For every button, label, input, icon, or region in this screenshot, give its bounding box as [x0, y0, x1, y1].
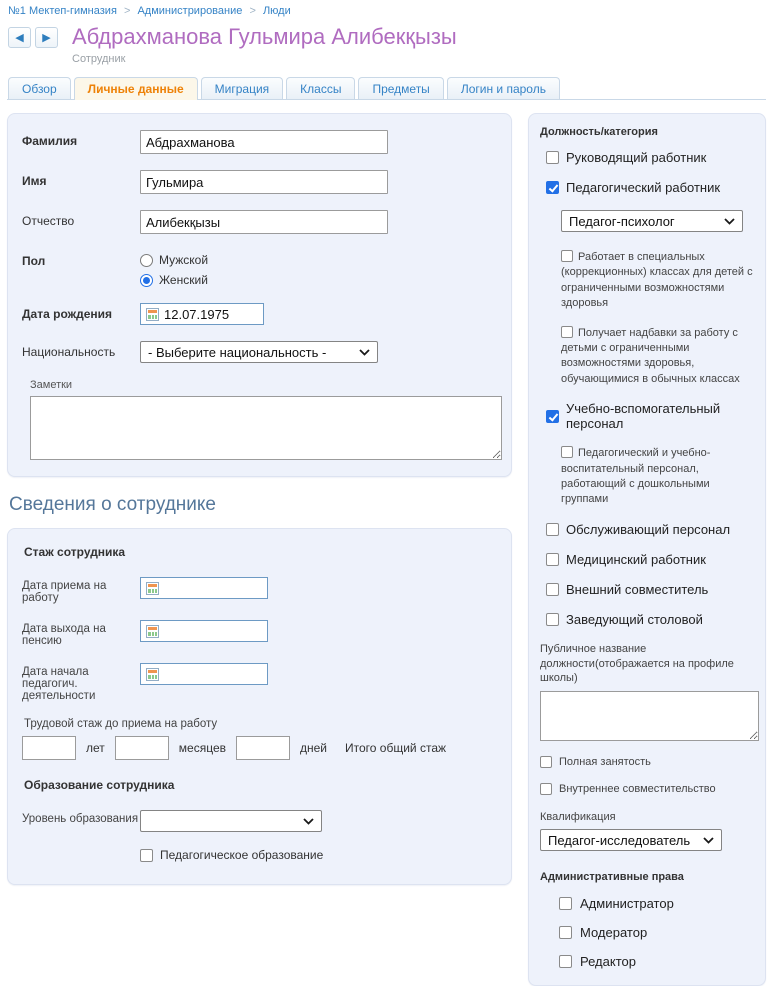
gender-female-option[interactable]: [140, 273, 208, 287]
calendar-icon[interactable]: [146, 668, 159, 681]
birthdate-value: 12.07.1975: [164, 306, 230, 322]
public-position-title-textarea[interactable]: [540, 691, 759, 741]
checkbox[interactable]: [546, 553, 559, 566]
checkbox[interactable]: [561, 250, 573, 262]
nationality-selected-value: - Выберите национальность -: [148, 344, 327, 360]
gender-label: Пол: [22, 254, 46, 268]
years-unit-label: лет: [86, 741, 105, 755]
education-level-label: Уровень образования: [22, 813, 139, 825]
experience-title: Стаж сотрудника: [24, 545, 126, 559]
support-staff-label: Учебно-вспомогательный персонал: [566, 401, 721, 432]
internal-part-time-checkbox[interactable]: [540, 783, 755, 795]
employee-info-panel: [7, 528, 512, 885]
notes-textarea[interactable]: [30, 396, 502, 460]
qualification-label: Квалификация: [540, 811, 616, 824]
experience-years-input[interactable]: [22, 736, 76, 760]
prior-experience-label: Трудовой стаж до приема на работу: [24, 718, 218, 730]
breadcrumb-people-link[interactable]: Люди: [262, 5, 291, 17]
support-staff-checkbox[interactable]: [546, 401, 755, 431]
lastname-input[interactable]: [140, 130, 388, 154]
pedagogical-education-checkbox[interactable]: [140, 848, 495, 862]
checkbox[interactable]: [559, 926, 572, 939]
pedagogical-staff-checkbox[interactable]: [546, 180, 755, 195]
previous-person-button[interactable]: [8, 27, 31, 48]
tab-overview[interactable]: Обзор: [8, 77, 71, 99]
canteen-manager-label: Заведующий столовой: [566, 611, 703, 627]
firstname-label: Имя: [22, 174, 47, 188]
checkbox[interactable]: [559, 955, 572, 968]
checkbox[interactable]: [540, 783, 552, 795]
lastname-label: Фамилия: [22, 134, 78, 148]
chevron-down-icon: [724, 218, 735, 225]
moderator-checkbox[interactable]: [559, 925, 755, 940]
breadcrumb-school-link[interactable]: №1 Мектеп-гимназия: [8, 5, 117, 17]
radio-male[interactable]: [140, 254, 153, 267]
checkbox[interactable]: [140, 849, 153, 862]
prior-experience-row: [22, 736, 495, 760]
internal-part-time-label: Внутреннее совместительство: [559, 783, 716, 796]
external-part-timer-label: Внешний совместитель: [566, 581, 709, 597]
service-staff-label: Обслуживающий персонал: [566, 521, 731, 537]
hire-date-label: Дата приема на работу: [22, 580, 107, 604]
admin-rights-title: Административные права: [540, 871, 684, 884]
education-level-select[interactable]: [140, 810, 322, 832]
position-category-panel: [528, 113, 766, 986]
pedagogical-start-date-label: Дата начала педагогич. деятельности: [22, 666, 96, 702]
preschool-staff-label: Педагогический и учебно-воспитательный персонал, работающий с дошкольными группами: [561, 447, 711, 506]
experience-days-input[interactable]: [236, 736, 290, 760]
birthdate-label: Дата рождения: [22, 307, 113, 321]
next-person-button[interactable]: [35, 27, 58, 48]
title-bar: [0, 17, 773, 65]
checkbox[interactable]: [540, 756, 552, 768]
position-category-title: Должность/категория: [540, 126, 658, 138]
tab-subjects[interactable]: Предметы: [358, 77, 443, 99]
managerial-staff-checkbox[interactable]: [546, 150, 755, 165]
role-subtitle: Сотрудник: [72, 53, 126, 65]
special-classes-label: Работает в специальных (коррекционных) классах для детей с ограниченными возможностями здоровья: [561, 251, 753, 310]
editor-checkbox[interactable]: [559, 954, 755, 969]
editor-label: Редактор: [580, 954, 636, 970]
radio-female[interactable]: [140, 274, 153, 287]
middlename-label: Отчество: [22, 214, 75, 228]
notes-label: Заметки: [30, 379, 73, 391]
nationality-select[interactable]: [140, 341, 378, 363]
medical-staff-label: Медицинский работник: [566, 551, 706, 567]
page-title: Абдрахманова Гульмира Алибекқызы: [72, 24, 457, 49]
nationality-label: Национальность: [22, 345, 116, 359]
tab-bar: [7, 77, 766, 100]
months-unit-label: месяцев: [178, 741, 226, 755]
pedagogical-start-date-input[interactable]: [140, 663, 268, 685]
breadcrumb: [0, 0, 773, 17]
retirement-date-label: Дата выхода на пенсию: [22, 623, 106, 647]
qualification-selected-value: Педагог-исследователь: [548, 832, 691, 848]
qualification-select[interactable]: [540, 829, 722, 851]
administrator-checkbox[interactable]: [559, 896, 755, 911]
gender-male-option[interactable]: [140, 253, 208, 267]
full-time-label: Полная занятость: [559, 756, 651, 769]
administrator-label: Администратор: [580, 896, 674, 912]
breadcrumb-separator: >: [123, 5, 131, 17]
checkbox[interactable]: [546, 583, 559, 596]
gender-radio-group: [140, 250, 208, 287]
tab-login-password[interactable]: Логин и пароль: [447, 77, 560, 99]
education-title: Образование сотрудника: [24, 778, 175, 792]
calendar-icon[interactable]: [146, 582, 159, 595]
allowance-checkbox[interactable]: [561, 326, 755, 388]
experience-months-input[interactable]: [115, 736, 169, 760]
checkbox[interactable]: [546, 181, 559, 194]
days-unit-label: дней: [300, 741, 328, 755]
employee-info-heading: Сведения о сотруднике: [9, 494, 216, 515]
checkbox[interactable]: [561, 326, 573, 338]
middlename-input[interactable]: [140, 210, 388, 234]
arrow-right-icon: ▶: [42, 32, 51, 44]
checkbox[interactable]: [546, 410, 559, 423]
gender-female-label: Женский: [159, 273, 208, 287]
tab-personal-data[interactable]: Личные данные: [74, 77, 198, 100]
checkbox[interactable]: [546, 523, 559, 536]
calendar-icon[interactable]: [146, 308, 159, 321]
medical-staff-checkbox[interactable]: [546, 552, 755, 567]
pedagogical-role-selected-value: Педагог-психолог: [569, 213, 675, 229]
hire-date-input[interactable]: [140, 577, 268, 599]
canteen-manager-checkbox[interactable]: [546, 612, 755, 627]
tab-classes[interactable]: Классы: [286, 77, 355, 99]
pedagogical-education-label: Педагогическое образование: [160, 848, 324, 862]
service-staff-checkbox[interactable]: [546, 522, 755, 537]
birthdate-input[interactable]: [140, 303, 264, 325]
personal-data-panel: [7, 113, 512, 477]
calendar-icon[interactable]: [146, 625, 159, 638]
gender-male-label: Мужской: [159, 253, 209, 267]
checkbox[interactable]: [546, 151, 559, 164]
firstname-input[interactable]: [140, 170, 388, 194]
full-time-checkbox[interactable]: [540, 756, 755, 768]
managerial-staff-label: Руководящий работник: [566, 150, 707, 165]
retirement-date-input[interactable]: [140, 620, 268, 642]
breadcrumb-administration-link[interactable]: Администрирование: [137, 5, 243, 17]
moderator-label: Модератор: [580, 925, 648, 941]
record-navigation: [8, 27, 58, 48]
chevron-down-icon: [359, 349, 370, 356]
preschool-staff-checkbox[interactable]: [561, 446, 755, 508]
pedagogical-staff-label: Педагогический работник: [566, 180, 721, 195]
special-classes-checkbox[interactable]: [561, 250, 755, 312]
chevron-down-icon: [303, 818, 314, 825]
breadcrumb-separator: >: [249, 5, 256, 17]
tab-migration[interactable]: Миграция: [201, 77, 284, 99]
checkbox[interactable]: [546, 613, 559, 626]
checkbox[interactable]: [561, 446, 573, 458]
external-part-timer-checkbox[interactable]: [546, 582, 755, 597]
allowance-label: Получает надбавки за работу с детьми с ограниченными возможностями здоровья, обучающимися в обычных классах: [561, 326, 740, 385]
chevron-down-icon: [703, 837, 714, 844]
total-experience-label: Итого общий стаж: [345, 741, 447, 755]
arrow-left-icon: ◀: [15, 32, 24, 44]
public-position-title-label: Публичное название должности(отображается на профиле школы): [540, 642, 734, 685]
pedagogical-role-select[interactable]: [561, 210, 743, 232]
checkbox[interactable]: [559, 897, 572, 910]
